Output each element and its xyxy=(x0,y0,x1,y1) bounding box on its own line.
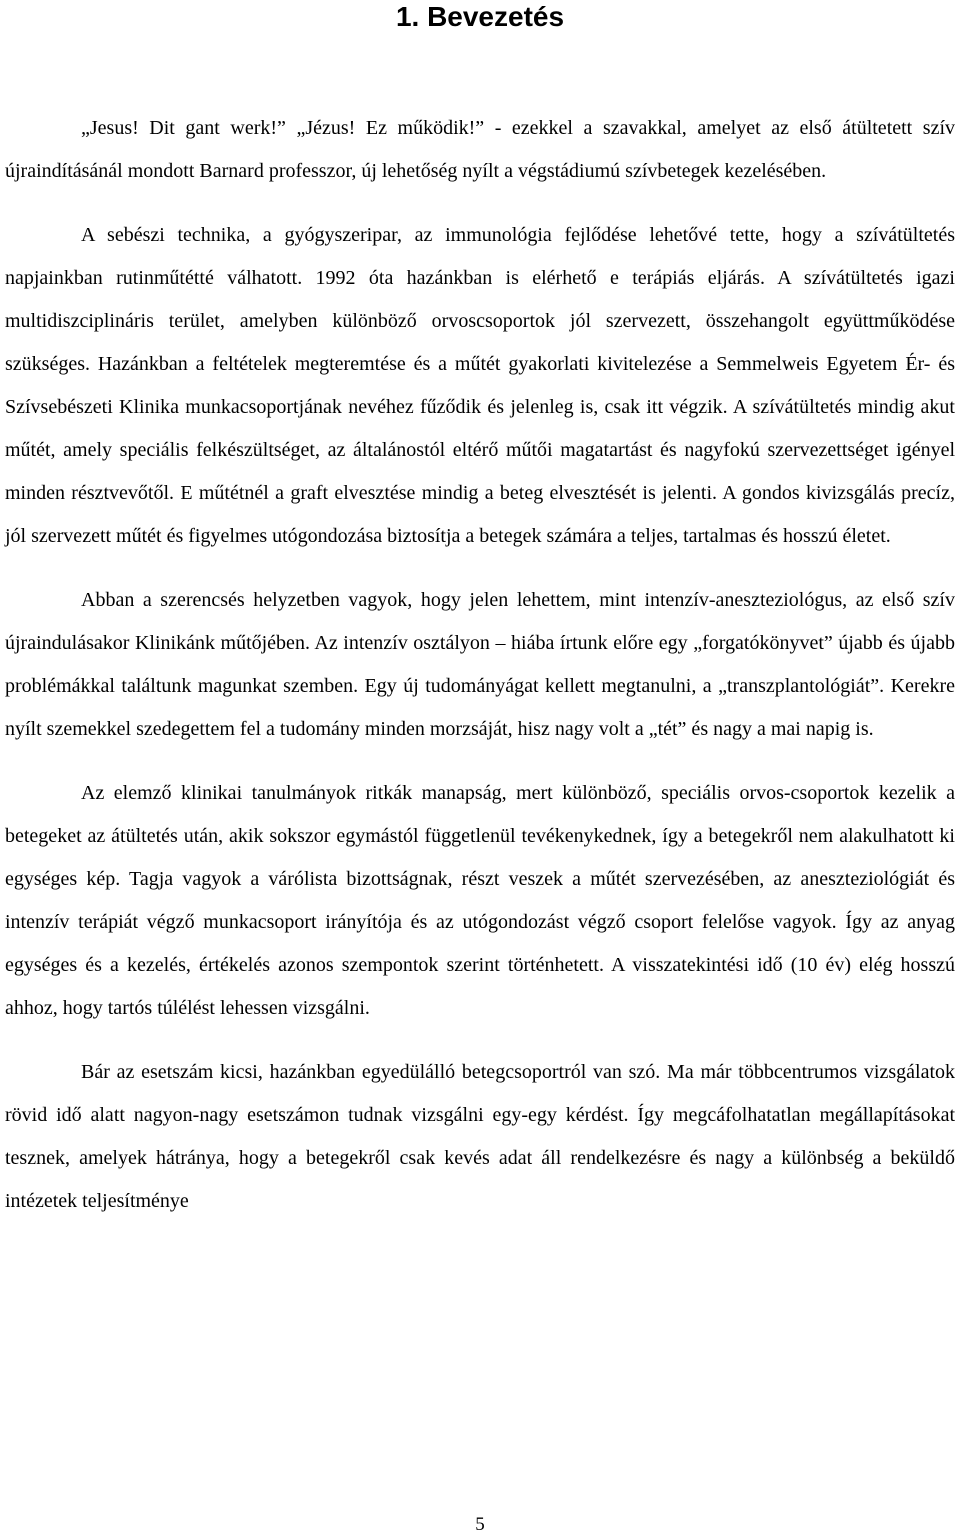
paragraph-case-numbers: Bár az esetszám kicsi, hazánkban egyedülálló betegcsoportról van szó. Ma már többcentrumos vizsgálatok rövid idő alatt nagyon-nagy esetszámon tudnak vizsgálni egy-egy kérdést. Így megcáfolhatatlan megállapításokat tesznek, amelyek hátránya, hogy a betegekről csak kevés adat áll rendelkezésre és nagy a különbség a beküldő intézetek teljesítménye xyxy=(5,1061,955,1212)
chapter-heading: 1. Bevezetés xyxy=(395,1,565,32)
paragraph-clinical-studies: Az elemző klinikai tanulmányok ritkák manapság, mert különböző, speciális orvos-csoportok kezelik a betegeket az átültetés után, akik sokszor egymástól függetlenül tevékenykednek, így a betegekről nem alakulhatott ki egységes kép. Tagja vagyok a várólista bizottságnak, részt veszek a műtét szervezésében, az aneszteziológiát és intenzív terápiát végző munkacsoport irányítója és az utógondozást végző csoport felelőse vagyok. Így az anyag egységes és a kezelés, értékelés azonos szempontok szerint történhetett. A visszatekintési idő (10 év) elég hosszú ahhoz, hogy tartós túlélést lehessen vizsgálni. xyxy=(5,782,955,1019)
paragraph-personal-experience: Abban a szerencsés helyzetben vagyok, hogy jelen lehettem, mint intenzív-aneszteziológus, az első szív újraindulásakor Klinikánk műtőjében. Az intenzív osztályon – hiába írtunk előre egy „forgatókönyvet” újabb és újabb problémákkal találtunk magunkat szemben. Egy új tudományágat kellett megtanulni, a „transzplantológiát”. Kerekre nyílt szemekkel szedegettem fel a tudomány minden morzsáját, hisz nagy volt a „tét” és nagy a mai napig is. xyxy=(5,589,955,740)
body-text xyxy=(5,107,955,1244)
paragraph-transplant-history: A sebészi technika, a gyógyszeripar, az immunológia fejlődése lehetővé tette, hogy a szívátültetés napjainkban rutinműtétté válhatott. 1992 óta hazánkban is elérhető e terápiás eljárás. A szívátültetés igazi multidiszciplináris terület, amelyben különböző orvoscsoportok jól szervezett, összehangolt együttműködése szükséges. Hazánkban a feltételek megteremtése és a műtét gyakorlati kivitelezése a Semmelweis Egyetem Ér- és Szívsebészeti Klinika munkacsoportjának nevéhez fűződik és jelenleg is, csak itt végzik. A szívátültetés mindig akut műtét, amely speciális felkészültséget, az általánostól eltérő műtői magatartást és nagyfokú szervezettséget igényel minden résztvevőtől. E műtétnél a graft elvesztése mindig a beteg elvesztését is jelenti. A gondos kivizsgálás precíz, jól szervezett műtét és figyelmes utógondozása biztosítja a betegek számára a teljes, tartalmas és hosszú életet. xyxy=(5,224,955,547)
page-number: 5 xyxy=(475,1514,485,1535)
paragraph-intro-quote: „Jesus! Dit gant werk!” „Jézus! Ez működik!” - ezekkel a szavakkal, amelyet az első átültetett szív újraindításánál mondott Barnard professzor, új lehetőség nyílt a végstádiumú szívbetegek kezelésében. xyxy=(5,117,955,182)
